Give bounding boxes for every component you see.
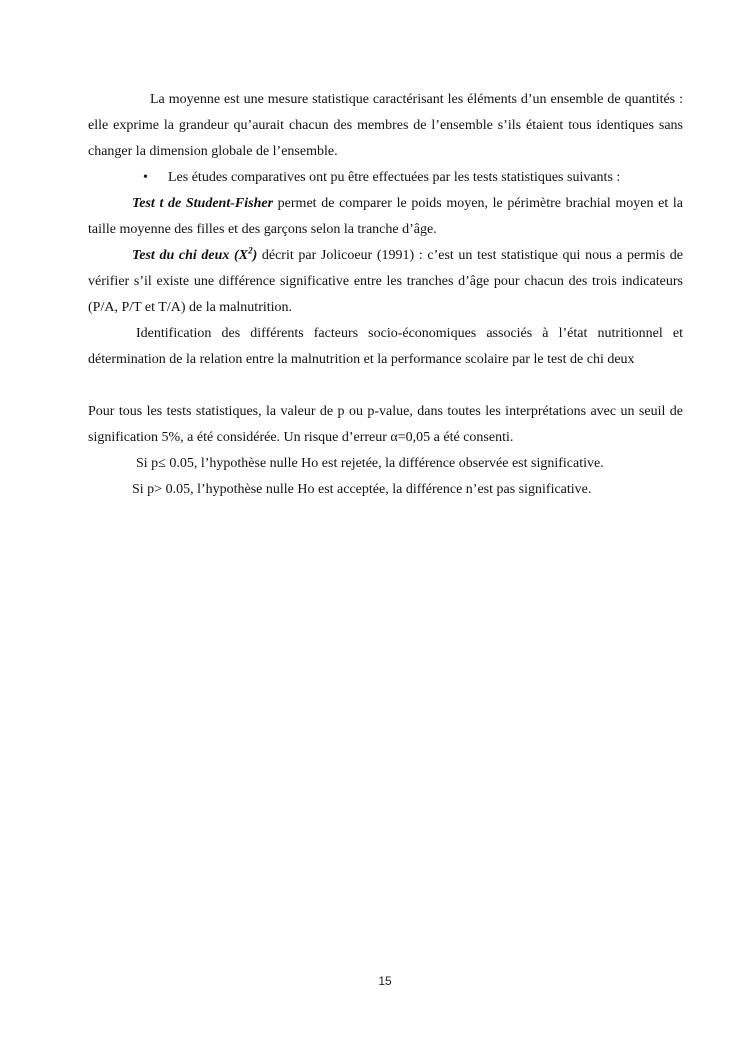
intro-paragraph: La moyenne est une mesure statistique caractérisant les éléments d’un ensemble de quantités : elle exprime la grandeur qu’aurait chacun des membres de l’ensemble s’ils étaient tous identiques sans changer la dimension globale de l’ensemble. bbox=[88, 92, 683, 159]
condition-accepted: Si p> 0.05, l’hypothèse nulle Ho est acceptée, la différence n’est pas significative. bbox=[132, 482, 592, 497]
condition-rejected: Si p≤ 0.05, l’hypothèse nulle Ho est rejetée, la différence observée est significative. bbox=[136, 456, 604, 471]
bullet-symbol: • bbox=[143, 170, 148, 185]
chi2-test-name bbox=[132, 245, 258, 263]
bullet-text: Les études comparatives ont pu être effectuées par les tests statistiques suivants : bbox=[168, 170, 621, 185]
student-test-name: Test t de Student-Fisher bbox=[132, 196, 274, 211]
chi2-name-suffix: ) bbox=[252, 248, 258, 263]
bullet-item bbox=[88, 165, 683, 191]
page-number: 15 bbox=[378, 974, 392, 988]
chi2-name-exponent: 2 bbox=[248, 245, 253, 256]
identification-paragraph: Identification des différents facteurs socio-économiques associés à l’état nutritionnel et détermination de la relation entre la malnutrition et la performance scolaire par le test de chi deux bbox=[88, 326, 683, 367]
student-test-paragraph bbox=[88, 191, 683, 243]
student-test-description: permet de comparer le poids moyen, le périmètre brachial moyen et la taille moyenne des filles et des garçons selon la tranche d’âge. bbox=[88, 196, 683, 237]
chi2-name-prefix: Test du chi deux (X bbox=[132, 248, 249, 263]
pvalue-paragraph: Pour tous les tests statistiques, la valeur de p ou p-value, dans toutes les interprétations avec un seuil de signification 5%, a été considérée. Un risque d’erreur α=0,05 a été consenti. bbox=[88, 404, 683, 445]
chi2-test-paragraph bbox=[88, 243, 683, 321]
chi2-test-description: décrit par Jolicoeur (1991) : c’est un test statistique qui nous a permis de vérifier s’il existe une différence significative entre les tranches d’âge pour chacun des trois indicateurs (P/A, P/T et T/A) de la malnutrition. bbox=[88, 248, 683, 315]
body-text bbox=[88, 87, 683, 503]
blank-line bbox=[88, 373, 683, 399]
